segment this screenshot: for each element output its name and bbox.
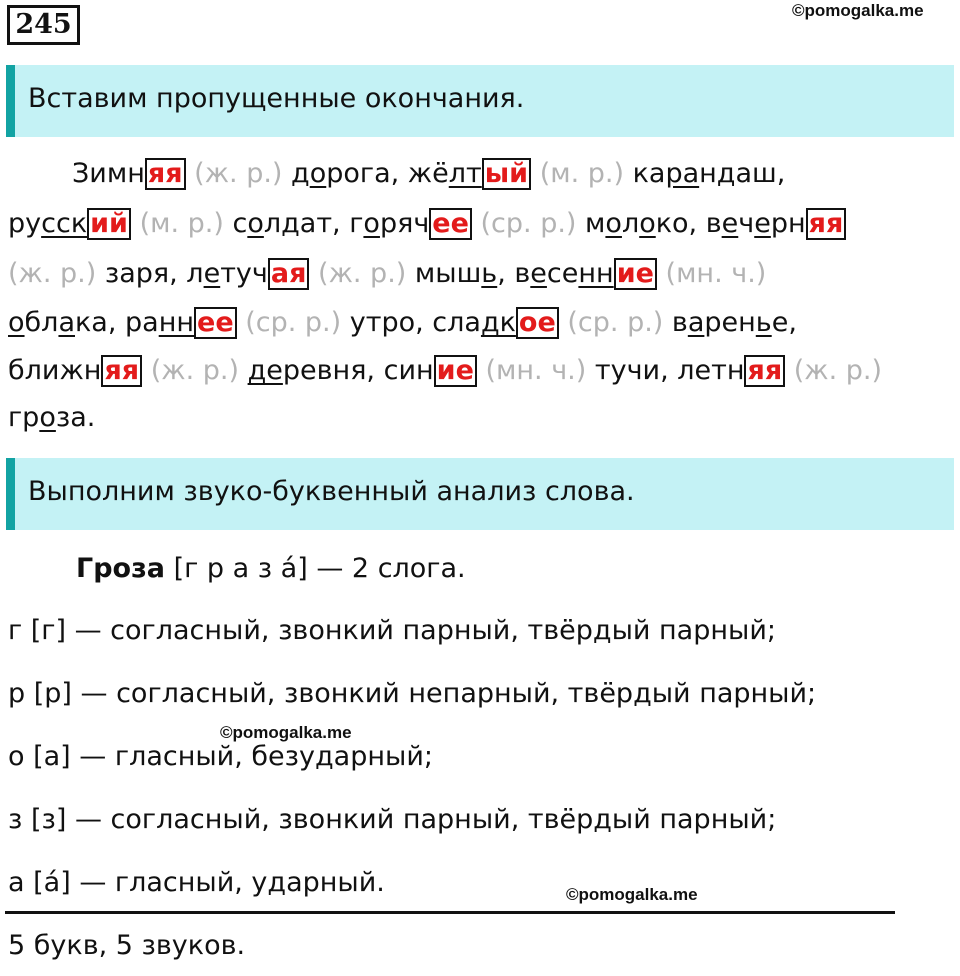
gender-note: (м. р.) xyxy=(539,158,625,189)
underlined-letters: о xyxy=(8,307,25,338)
word-text xyxy=(237,307,246,338)
word-text: се xyxy=(546,258,579,289)
analysis-row: р [р] — согласный, звонкий непарный, твёрдый парный; xyxy=(8,678,817,709)
exercise-number: 245 xyxy=(7,5,80,45)
underlined-letters: о xyxy=(247,208,264,239)
underlined-letters: е xyxy=(203,258,221,289)
word-text: ко, в xyxy=(655,208,722,239)
text-line xyxy=(8,355,882,387)
word-text: л xyxy=(621,208,640,239)
text-line xyxy=(8,258,766,290)
underlined-letters: а xyxy=(687,307,705,338)
gender-note: (мн. ч.) xyxy=(665,258,767,289)
word-text: рен xyxy=(704,307,756,338)
gender-note: (ж. р.) xyxy=(194,158,283,189)
underlined-letters: е xyxy=(754,208,771,239)
underlined-letters: ь xyxy=(481,258,498,289)
summary: 5 букв, 5 звуков. xyxy=(8,930,246,961)
watermark-top: ©pomogalka.me xyxy=(792,1,924,20)
underlined-letters: о xyxy=(39,402,56,433)
watermark-bottom: ©pomogalka.me xyxy=(566,885,698,904)
word-text: за. xyxy=(55,402,96,433)
ending-box: яя xyxy=(101,355,142,387)
underlined-letters: е xyxy=(721,208,739,239)
word-text: заря, л xyxy=(96,258,204,289)
word-text xyxy=(186,158,195,189)
analysis-transcription: [г р а з а́] — 2 слога. xyxy=(173,553,466,584)
ending-box: ие xyxy=(614,258,657,290)
word-text: ка, ра xyxy=(75,307,159,338)
ending-box: яя xyxy=(806,208,847,240)
word-text: рога, жё xyxy=(326,158,449,189)
ending-box: яя xyxy=(145,158,186,190)
word-text: ру xyxy=(8,208,42,239)
word-text: ч xyxy=(738,208,755,239)
word-text: в xyxy=(663,307,688,338)
gender-note: (ср. р.) xyxy=(480,208,577,239)
word-text: с xyxy=(223,208,248,239)
word-text: ревня, син xyxy=(282,355,434,386)
analysis-row: а [а́] — гласный, ударный. xyxy=(8,867,385,898)
ending-box: ее xyxy=(194,307,237,339)
underlined-letters: ра xyxy=(665,158,700,189)
gender-note: (ж. р.) xyxy=(150,355,239,386)
underlined-letters: нн xyxy=(158,307,195,338)
word-text xyxy=(657,258,666,289)
gender-note: (ж. р.) xyxy=(793,355,883,386)
divider-line xyxy=(5,911,895,914)
text-line xyxy=(8,208,846,240)
word-text xyxy=(239,355,248,386)
word-text xyxy=(142,355,151,386)
gender-note: (мн. ч.) xyxy=(485,355,587,386)
word-text: туч xyxy=(220,258,268,289)
text-line xyxy=(72,158,785,190)
word-text: ближн xyxy=(8,355,102,386)
gender-note: (м. р.) xyxy=(139,208,224,239)
word-text: бл xyxy=(24,307,59,338)
ending-box: ое xyxy=(516,307,559,339)
gender-note: (ср. р.) xyxy=(567,307,664,338)
word-text: е, xyxy=(771,307,797,338)
section-heading-analysis xyxy=(6,458,954,530)
underlined-letters: о xyxy=(363,208,380,239)
word-text xyxy=(309,258,318,289)
gender-note: (ж. р.) xyxy=(318,258,407,289)
word-text xyxy=(531,158,540,189)
word-text: ка xyxy=(624,158,666,189)
text-line xyxy=(8,307,797,339)
underlined-letters: о xyxy=(309,158,327,189)
underlined-letters: нн xyxy=(578,258,614,289)
text-line xyxy=(8,402,95,433)
analysis-row: о [а] — гласный, безударный; xyxy=(8,741,433,772)
underlined-letters: лт xyxy=(448,158,482,189)
endings-paragraph xyxy=(8,158,948,438)
underlined-letters: о xyxy=(639,208,656,239)
underlined-letters: е xyxy=(530,258,547,289)
word-text: ндаш, xyxy=(699,158,786,189)
word-text: тучи, летн xyxy=(586,355,745,386)
word-text: мыш xyxy=(406,258,482,289)
word-text: утро, сла xyxy=(341,307,481,338)
word-text: ряч xyxy=(379,208,430,239)
section-heading-analysis-text: Выполним звуко-буквенный анализ слова. xyxy=(28,476,635,507)
word-text: , в xyxy=(497,258,531,289)
word-text: Зимн xyxy=(72,158,145,189)
word-text: м xyxy=(576,208,606,239)
analysis-row: г [г] — согласный, звонкий парный, твёрдый парный; xyxy=(8,615,776,646)
word-text xyxy=(131,208,140,239)
word-text xyxy=(472,208,481,239)
ending-box: ая xyxy=(268,258,310,290)
ending-box: ий xyxy=(87,208,131,240)
ending-box: ие xyxy=(434,355,477,387)
analysis-row: з [з] — согласный, звонкий парный, твёрдый парный; xyxy=(8,804,777,835)
watermark-middle: ©pomogalka.me xyxy=(220,723,352,742)
ending-box: яя xyxy=(744,355,785,387)
word-text: гр xyxy=(8,402,40,433)
underlined-letters: де xyxy=(247,355,283,386)
analysis-word: Гроза xyxy=(76,553,165,584)
analysis-title-line xyxy=(76,553,466,584)
underlined-letters: дк xyxy=(480,307,516,338)
word-text: д xyxy=(282,158,310,189)
gender-note: (ср. р.) xyxy=(245,307,342,338)
underlined-letters: ь xyxy=(755,307,772,338)
section-heading-endings-text: Вставим пропущенные окончания. xyxy=(28,83,525,114)
section-heading-endings xyxy=(6,65,954,137)
ending-box: ый xyxy=(482,158,531,190)
underlined-letters: о xyxy=(605,208,622,239)
gender-note: (ж. р.) xyxy=(8,258,97,289)
word-text xyxy=(785,355,794,386)
word-text: рн xyxy=(770,208,806,239)
underlined-letters: сск xyxy=(41,208,88,239)
underlined-letters: а xyxy=(58,307,75,338)
word-text: лдат, г xyxy=(263,208,364,239)
ending-box: ее xyxy=(429,208,472,240)
